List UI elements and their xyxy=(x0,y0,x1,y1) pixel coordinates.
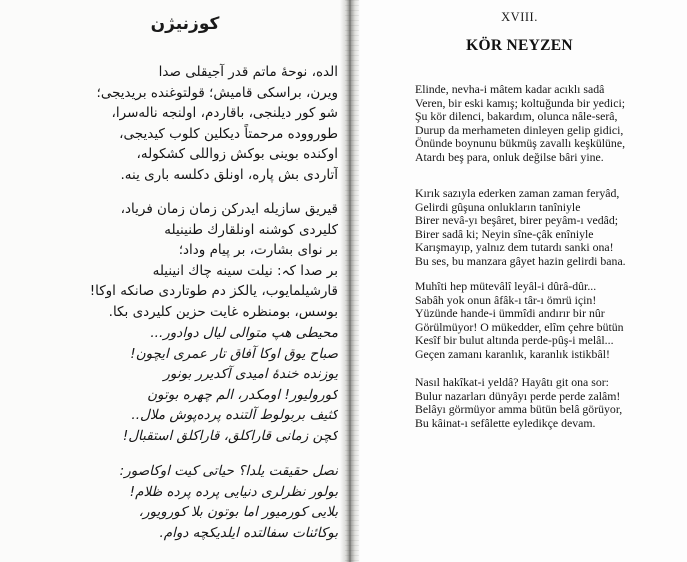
stanza-1 xyxy=(415,83,683,165)
verse-line: Bu ses, bu manzara gâyet hazin gelirdi bana. xyxy=(415,253,626,268)
verse-line: Belâyı görmüyor amma bütün belâ görüyor, xyxy=(415,402,623,417)
ottoman-verse-line: صباح یوق اوکا آفاق تار عمری ایچون! xyxy=(130,345,338,362)
ottoman-verse-line: الده، نوحهٔ ماتم قدر آجیقلی صدا xyxy=(158,64,338,80)
ottoman-verse-line: شو کور دیلنجی، باقاردم، اولنجه ناله‌سرا، xyxy=(111,105,338,121)
verse-line: Sabâh yok onun âfâk-ı târ-ı ömrü için! xyxy=(415,292,597,307)
ottoman-verse-line: محیطی هپ متوالی لیال دوادور... xyxy=(150,325,338,341)
ottoman-verse-line: نصل حقیقت یلدا؟ حیاتی کیت اوکاصور: xyxy=(119,463,338,479)
ottoman-stanza-3 xyxy=(8,323,338,446)
gutter-shadow xyxy=(345,0,359,562)
verse-line: Geçen zamanı karanlık, karanlık istikbâl! xyxy=(415,346,610,361)
ottoman-verse-line: بر صدا کہ: نیلت سینه چاك انینیله xyxy=(152,262,338,279)
ottoman-verse-line: بوسس، بومنظره غایت حزین کلیردی بکا. xyxy=(108,303,338,320)
verse-line: Kırık sazıyla ederken zaman zaman feryâd, xyxy=(415,186,620,200)
verse-line: Muhîti hep mütevâlî leyâl-i dûrâ-dûr... xyxy=(415,279,597,293)
ottoman-verse-line: قارشیلمایوب، یالکز دم طوتاردی صانکه اوکا! xyxy=(89,283,338,299)
ottoman-verse-line: یوزنده خندهٔ امیدی آکدیرر بونور xyxy=(163,366,338,382)
verse-line: Veren, bir eski kamış; koltuğunda bir yedici; xyxy=(415,95,626,110)
ottoman-stanza-2 xyxy=(8,199,338,322)
verse-line: Atardı beş para, onluk değilse bâri yine. xyxy=(415,149,604,164)
ottoman-verse-line: کچن زمانی قاراکلق، قاراکلق استقبال! xyxy=(122,427,338,444)
verse-line: Birer nevâ-yı beşâret, birer peyâm-ı vedâd; xyxy=(415,213,619,228)
verse-line: Birer sadâ ki; Neyin sîne-çâk enîniyle xyxy=(415,226,594,241)
ottoman-verse-line: کلیردی کوشنه اونلقارك طنینیله xyxy=(164,221,338,238)
ottoman-verse-line: بلایی کورمیور اما بوتون بلا کورویور، xyxy=(138,504,338,520)
verse-line: Yüzünde hande-i ümmîdi andırır bir nûr xyxy=(415,306,605,321)
ottoman-verse-line: طورووده مرحمتاً دیکلین کلوب کیدیجی، xyxy=(119,125,338,142)
verse-line: Elinde, nevha-i mâtem kadar acıklı sadâ xyxy=(415,82,605,96)
verse-line: Görülmüyor! O mükedder, elîm çehre bütün xyxy=(415,319,624,334)
verse-line: Karışmayıp, yalnız dem tutardı sanki ona! xyxy=(415,240,614,255)
verse-line: Durup da merhameten dinleyen gelip gidici, xyxy=(415,122,624,137)
verse-line: Bulur nazarları dünyâyı perde perde zalâm! xyxy=(415,388,621,403)
ottoman-poem-title: کوزنیژن xyxy=(150,14,220,34)
verse-line: Gelirdi gûşuna onlukların tanîniyle xyxy=(415,199,581,214)
verse-line: Nasıl hakîkat-i yeldâ? Hayâtı git ona sor: xyxy=(415,375,609,389)
ottoman-verse-line: بر نوای بشارت، بر پیام وداد؛ xyxy=(178,242,338,258)
stanza-3 xyxy=(415,280,683,362)
verse-line: Kesîf bir bulut altında perde-pûş-i melâl... xyxy=(415,333,614,348)
ottoman-stanza-4 xyxy=(8,461,338,543)
ottoman-verse-line: آتاردی بش پاره، اونلق دکلسه باری ینه. xyxy=(120,166,338,183)
verse-line: Önünde boynunu bükmüş zavallı keşkülüne, xyxy=(415,136,626,151)
verse-line: Bu kâinat-ı sefâlette eyledikçe devam. xyxy=(415,415,596,430)
ottoman-verse-line: کورولیور! اومکدر، الم چهره بوتون xyxy=(147,386,338,403)
ottoman-verse-line: ویرن، براسکی قامیش؛ قولتوغنده بریدیجی؛ xyxy=(96,84,338,101)
stanza-4 xyxy=(415,376,683,430)
stanza-2 xyxy=(415,187,683,269)
poem-number: XVIII. xyxy=(501,10,538,24)
verse-line: Şu kör dilenci, bakardım, olunca nâle-serâ, xyxy=(415,109,618,124)
ottoman-verse-line: قیریق سازیله ایدرکن زمان زمان فریاد، xyxy=(120,201,338,217)
ottoman-verse-line: بوکائنات سفالتده ایلدیکچه دوام. xyxy=(159,524,338,541)
ottoman-verse-line: بولور نظرلری دنیایی پرده پرده ظلام! xyxy=(129,483,338,500)
ottoman-verse-line: اوکنده بوینی بوکش زواللی کشکوله، xyxy=(136,146,338,162)
ottoman-verse-line: کثیف بربولوط آلتنده پرده‌پوش ملال.. xyxy=(131,407,338,423)
ottoman-stanza-1 xyxy=(8,62,338,185)
poem-title: KÖR NEYZEN xyxy=(466,37,573,54)
